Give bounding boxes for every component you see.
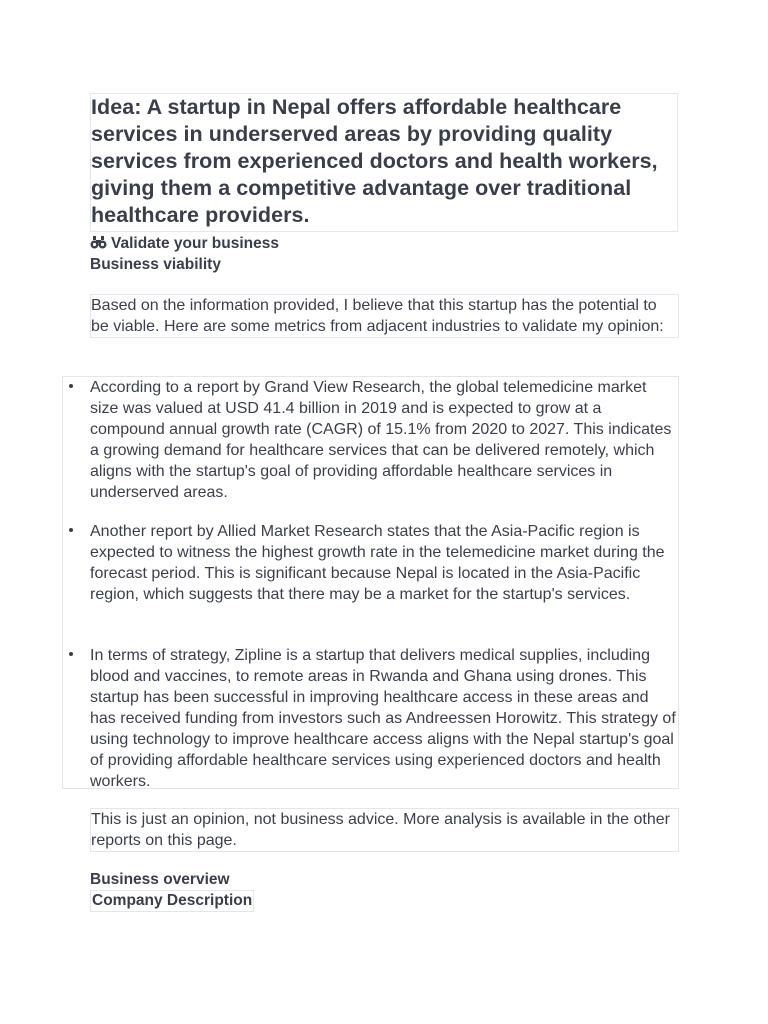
list-item-text: In terms of strategy, Zipline is a startup that delivers medical supplies, including blood and vaccines, to remote areas in Rwanda and Ghana using drones. This startup has been successful in improving healthcare access in these areas and has received funding from investors such as Andreessen Horowitz. This strategy of using technology to improve healthcare access aligns with the Nepal startup's goal of providing affordable healthcare services using experienced doctors and health workers. [90,647,676,790]
bullet-icon [69,528,73,532]
list-item-text: Another report by Allied Market Research states that the Asia-Pacific region is expected to witness the highest growth rate in the telemedicine market during the forecast period. This is significant because Nepal is located in the Asia-Pacific region, which suggests that there may be a market for the startup's services. [90,523,665,603]
business-overview-heading: Business overview [90,871,230,888]
bullet-icon [69,652,73,656]
idea-title: Idea: A startup in Nepal offers affordable healthcare services in underserved areas by providing quality services from experienced doctors and health workers, giving them a competitive advantage over traditional healthcare providers. [91,95,658,227]
list-item [90,645,678,792]
idea-title-block [90,93,678,232]
validate-heading [90,234,279,254]
disclaimer-paragraph: This is just an opinion, not business advice. More analysis is available in the other reports on this page. [91,811,670,849]
company-description-heading: Company Description [90,890,254,912]
business-viability-heading: Business viability [90,256,221,273]
intro-paragraph: Based on the information provided, I believe that this startup has the potential to be viable. Here are some metrics from adjacent industries to validate my opinion: [91,297,664,335]
bullet-icon [69,384,73,388]
list-item-text: According to a report by Grand View Research, the global telemedicine market size was valued at USD 41.4 billion in 2019 and is expected to grow at a compound annual growth rate (CAGR) of 15.1% from 2020 to 2027. This indicates a growing demand for healthcare services that can be delivered remotely, which aligns with the startup's goal of providing affordable healthcare services in underserved areas. [90,379,672,501]
list-item [90,377,678,503]
binoculars-icon [90,235,107,248]
metrics-list [62,376,679,789]
validate-heading-text: Validate your business [111,235,279,252]
disclaimer-block [90,808,679,852]
intro-paragraph-block [90,294,679,338]
list-item [90,521,678,605]
